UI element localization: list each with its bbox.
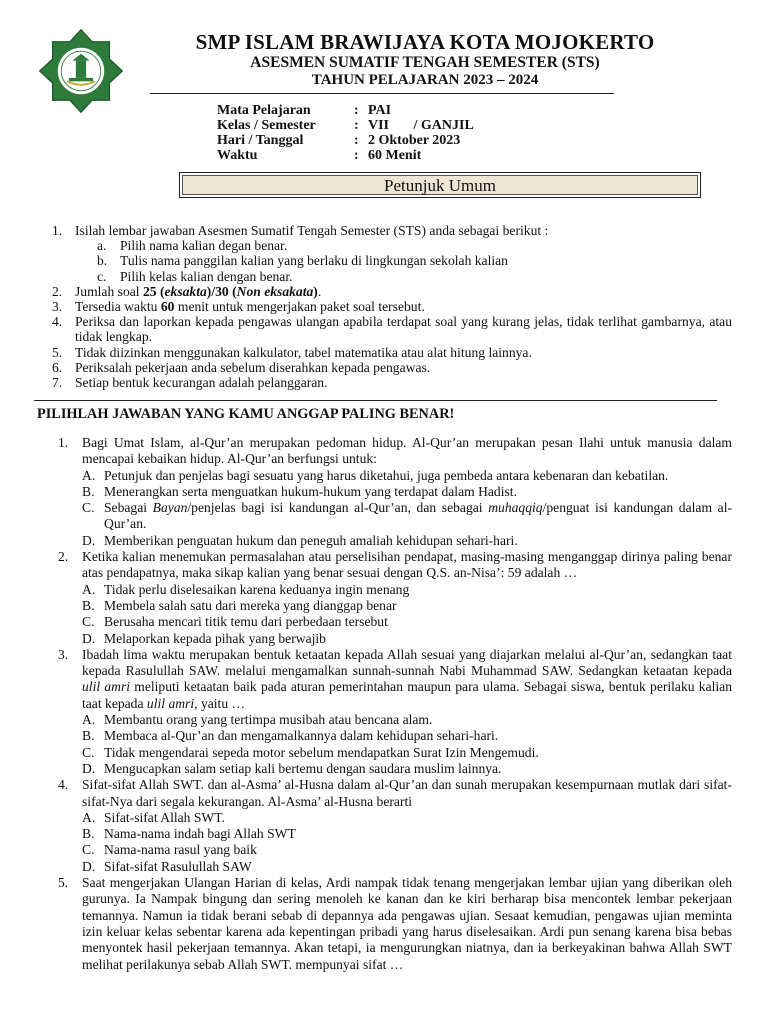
question-number: 5. xyxy=(58,875,69,891)
bold-italic-text xyxy=(165,284,207,299)
general-instructions xyxy=(52,223,732,390)
option-text: Membela salah satu dari mereka yang dianggap benar xyxy=(104,597,397,613)
instruction-item xyxy=(52,223,732,238)
option-letter: B. xyxy=(82,728,95,744)
info-label: Kelas / Semester xyxy=(217,118,316,133)
option-letter: B. xyxy=(82,483,95,499)
answer-option xyxy=(58,598,732,614)
question-item xyxy=(58,647,732,712)
answer-option xyxy=(58,745,732,761)
bold-italic-text xyxy=(237,284,314,299)
option-letter: A. xyxy=(82,581,96,597)
instruction-item xyxy=(52,360,732,375)
petunjuk-title: Petunjuk Umum xyxy=(182,175,698,195)
option-text: Petunjuk dan penjelas bagi sesuatu yang harus diketahui, juga pembeda antara kebenaran dan kebatilan. xyxy=(104,467,669,483)
answer-option xyxy=(58,859,732,875)
school-name: SMP ISLAM BRAWIJAYA KOTA MOJOKERTO xyxy=(195,30,655,54)
instruction-text xyxy=(75,284,732,299)
option-letter: D. xyxy=(82,630,96,646)
answer-option xyxy=(58,533,732,549)
subitem-letter: b. xyxy=(97,253,108,269)
info-colon: : xyxy=(354,118,359,133)
option-letter: C. xyxy=(82,614,95,630)
question-text: Ketika kalian menemukan permasalahan atau perselisihan pendapat, masing-masing menganggap dirinya paling benar atas pendapatnya, maka sikap kalian yang benar sesuai dengan Q.S. an-Nisa’: 59 adalah … xyxy=(82,549,732,581)
academic-year: TAHUN PELAJARAN 2023 – 2024 xyxy=(311,72,539,88)
instruction-text: Periksalah pekerjaan anda sebelum diserahkan kepada pengawas. xyxy=(75,359,431,375)
text-run: menit untuk mengerjakan paket soal tersebut. xyxy=(174,299,425,315)
text-run: /penjelas bagi isi kandungan al-Qur’an, dan sebagai xyxy=(187,500,489,516)
text-run: meliputi ketaatan baik pada aturan pemerintahan maupun para ulama. Sebagai siswa, bentuk perilaku kalian taat kepada xyxy=(82,679,732,711)
text-run: . xyxy=(317,283,322,299)
answer-option xyxy=(58,484,732,500)
question-item xyxy=(58,549,732,582)
option-text xyxy=(104,500,732,533)
option-text: Berusaha mencari titik temu dari perbedaan tersebut xyxy=(104,614,388,630)
question-number: 2. xyxy=(58,549,69,565)
option-text: Nama-nama rasul yang baik xyxy=(104,842,257,858)
question-item xyxy=(58,435,732,468)
italic-text: muhaqqiq xyxy=(488,500,543,516)
question-list xyxy=(58,435,732,973)
question-text: Saat mengerjakan Ulangan Harian di kelas, Ardi nampak tidak tenang mengerjakan lembar ujian yang diberikan oleh gurunya. Ia Nampak bingung dan sering menoleh ke kanan dan ke kiri berharap bisa mencontek lembar pekerjaan temannya. Namun ia tidak berani sebab di depannya ada pengawas ujian. Sesaat kemudian, pengawas ujian meminta izin keluar kelas sebentar karena ada kepentingan pribadi yang harus diselesaikan. Ardi pun senang karena bisa bebas menyontek hasil pekerjaan temannya. Akan tetapi, ia mengurungkan niatnya, dan ia berkeyakinan bahwa Allah SWT melihat perilakunya sebab Allah SWT. mempunyai sifat … xyxy=(82,875,732,972)
answer-option xyxy=(58,712,732,728)
instruction-item xyxy=(52,314,732,344)
info-label: Mata Pelajaran xyxy=(217,103,311,118)
option-letter: D. xyxy=(82,760,96,776)
subitem-text: Pilih nama kalian degan benar. xyxy=(120,238,288,254)
info-row xyxy=(217,103,474,118)
info-label: Waktu xyxy=(217,148,258,163)
info-row xyxy=(217,148,474,163)
answer-option xyxy=(58,468,732,484)
option-letter: D. xyxy=(82,532,96,548)
answer-option xyxy=(58,761,732,777)
subitem-text: Pilih kelas kalian dengan benar. xyxy=(120,268,293,284)
option-letter: B. xyxy=(82,826,95,842)
option-letter: B. xyxy=(82,597,95,613)
option-text: Membaca al-Qur’an dan mengamalkannya dalam kehidupan sehari-hari. xyxy=(104,728,499,744)
question-text: Bagi Umat Islam, al-Qur’an merupakan pedoman hidup. Al-Qur’an merupakan pesan Ilahi untuk manusia dalam mencapai kebaikan hidup. Al-Qur’an berfungsi untuk: xyxy=(82,435,732,467)
question-item xyxy=(58,777,732,810)
instruction-subitem xyxy=(52,238,732,253)
school-logo-icon xyxy=(38,28,124,114)
instruction-number: 5. xyxy=(52,344,63,360)
info-value: 60 Menit xyxy=(368,148,422,163)
question-number: 1. xyxy=(58,435,69,450)
italic-text: eksakta xyxy=(164,283,207,299)
option-letter: A. xyxy=(82,467,96,483)
answer-option xyxy=(58,631,732,647)
option-text: Sifat-sifat Rasulullah SAW xyxy=(104,858,252,874)
instruction-item xyxy=(52,345,732,360)
question-number: 4. xyxy=(58,777,69,793)
instruction-text xyxy=(75,299,732,314)
option-text: Mengucapkan salam setiap kali bertemu dengan saudara muslim lainnya. xyxy=(104,760,502,776)
instruction-number: 6. xyxy=(52,359,63,375)
instruction-subitem xyxy=(52,253,732,268)
option-text: Melaporkan kepada pihak yang berwajib xyxy=(104,630,326,646)
info-row xyxy=(217,133,474,148)
answer-option xyxy=(58,614,732,630)
instruction-text: Periksa dan laporkan kepada pengawas ulangan apabila terdapat soal yang kurang jelas, tidak terlihat gambarnya, atau tidak lengkap. xyxy=(75,314,732,345)
instruction-item xyxy=(52,299,732,314)
question-text xyxy=(82,647,732,712)
text-run: Jumlah soal xyxy=(75,283,143,299)
instruction-number: 7. xyxy=(52,375,63,391)
option-text: Membantu orang yang tertimpa musibah atau bencana alam. xyxy=(104,712,433,728)
answer-option xyxy=(58,500,732,533)
italic-text: ulil amri xyxy=(146,695,195,711)
bold-text: ) xyxy=(313,283,318,299)
info-label: Hari / Tanggal xyxy=(217,133,304,148)
option-text: Memberikan penguatan hukum dan peneguh amaliah kehidupan sehari-hari. xyxy=(104,532,518,548)
info-value: 2 Oktober 2023 xyxy=(368,133,461,148)
instruction-number: 3. xyxy=(52,299,63,315)
bold-text: )/30 ( xyxy=(206,283,237,299)
exam-title: ASESMEN SUMATIF TENGAH SEMESTER (STS) xyxy=(250,54,600,71)
info-value: PAI xyxy=(368,103,392,118)
answer-option xyxy=(58,810,732,826)
text-run: Ibadah lima waktu merupakan bentuk ketaatan kepada Allah sesuai yang diajarkan melalui al-Qur’an, sedangkan taat kepada Rasulullah SAW. melalui mengamalkan sunnah-sunnah Nabi Muhammad SAW. Sedangkan ketaatan kepada xyxy=(82,646,732,679)
section-divider xyxy=(34,400,717,401)
option-text: Sifat-sifat Allah SWT. xyxy=(104,809,225,825)
subitem-text: Tulis nama panggilan kalian yang berlaku di lingkungan sekolah kalian xyxy=(120,253,508,269)
option-letter: A. xyxy=(82,712,96,728)
option-text: Tidak mengendarai sepeda motor sebelum mendapatkan Surat Izin Mengemudi. xyxy=(104,744,539,760)
instruction-item xyxy=(52,375,732,390)
instruction-text: Tidak diizinkan menggunakan kalkulator, tabel matematika atau alat hitung lainnya. xyxy=(75,344,532,360)
text-run: Sebagai xyxy=(104,500,153,516)
text-run: /penguat isi kandungan dalam al-Qur’an. xyxy=(104,500,732,532)
option-letter: C. xyxy=(82,744,95,760)
answer-option xyxy=(58,842,732,858)
text-run: Tersedia waktu xyxy=(75,299,161,315)
answer-option xyxy=(58,826,732,842)
info-colon: : xyxy=(354,103,359,118)
option-text: Tidak perlu diselesaikan karena keduanya ingin menang xyxy=(104,581,410,597)
bold-text: 60 xyxy=(160,299,175,315)
answer-option xyxy=(58,582,732,598)
option-text: Menerangkan serta menguatkan hukum-hukum yang terdapat dalam Hadist. xyxy=(104,483,517,499)
italic-text: ulil amri xyxy=(82,679,131,695)
instruction-number: 4. xyxy=(52,314,63,330)
bold-text: 25 ( xyxy=(142,283,165,299)
option-letter: A. xyxy=(82,809,96,825)
question-item xyxy=(58,875,732,973)
instruction-number: 1. xyxy=(52,223,63,238)
info-colon: : xyxy=(354,133,359,148)
subitem-letter: c. xyxy=(97,268,107,284)
italic-text: Bayan xyxy=(152,500,188,516)
info-colon: : xyxy=(354,148,359,163)
section-heading: PILIHLAH JAWABAN YANG KAMU ANGGAP PALING BENAR! xyxy=(37,406,455,422)
instruction-text: Setiap bentuk kecurangan adalah pelanggaran. xyxy=(75,375,328,391)
option-text: Nama-nama indah bagi Allah SWT xyxy=(104,826,296,842)
subitem-letter: a. xyxy=(97,238,107,254)
instruction-subitem xyxy=(52,269,732,284)
header-divider xyxy=(150,93,614,94)
option-letter: D. xyxy=(82,858,96,874)
text-run: , yaitu … xyxy=(194,695,246,711)
answer-option xyxy=(58,728,732,744)
question-number: 3. xyxy=(58,646,69,662)
info-row xyxy=(217,118,474,133)
exam-info xyxy=(217,103,474,163)
instruction-item xyxy=(52,284,732,299)
option-letter: C. xyxy=(82,500,95,516)
italic-text: Non eksakata xyxy=(236,283,314,299)
question-text: Sifat-sifat Allah SWT. dan al-Asma’ al-Husna dalam al-Qur’an dan sunah merupakan kesempurnaan mutlak dari sifat-sifat-Nya dari segala kekurangan. Al-Asma’ al-Husna berarti xyxy=(82,777,732,809)
info-value: VII / GANJIL xyxy=(368,118,474,133)
option-letter: C. xyxy=(82,842,95,858)
petunjuk-box xyxy=(179,172,701,198)
instruction-text: Isilah lembar jawaban Asesmen Sumatif Tengah Semester (STS) anda sebagai berikut : xyxy=(75,223,549,238)
instruction-number: 2. xyxy=(52,283,63,299)
